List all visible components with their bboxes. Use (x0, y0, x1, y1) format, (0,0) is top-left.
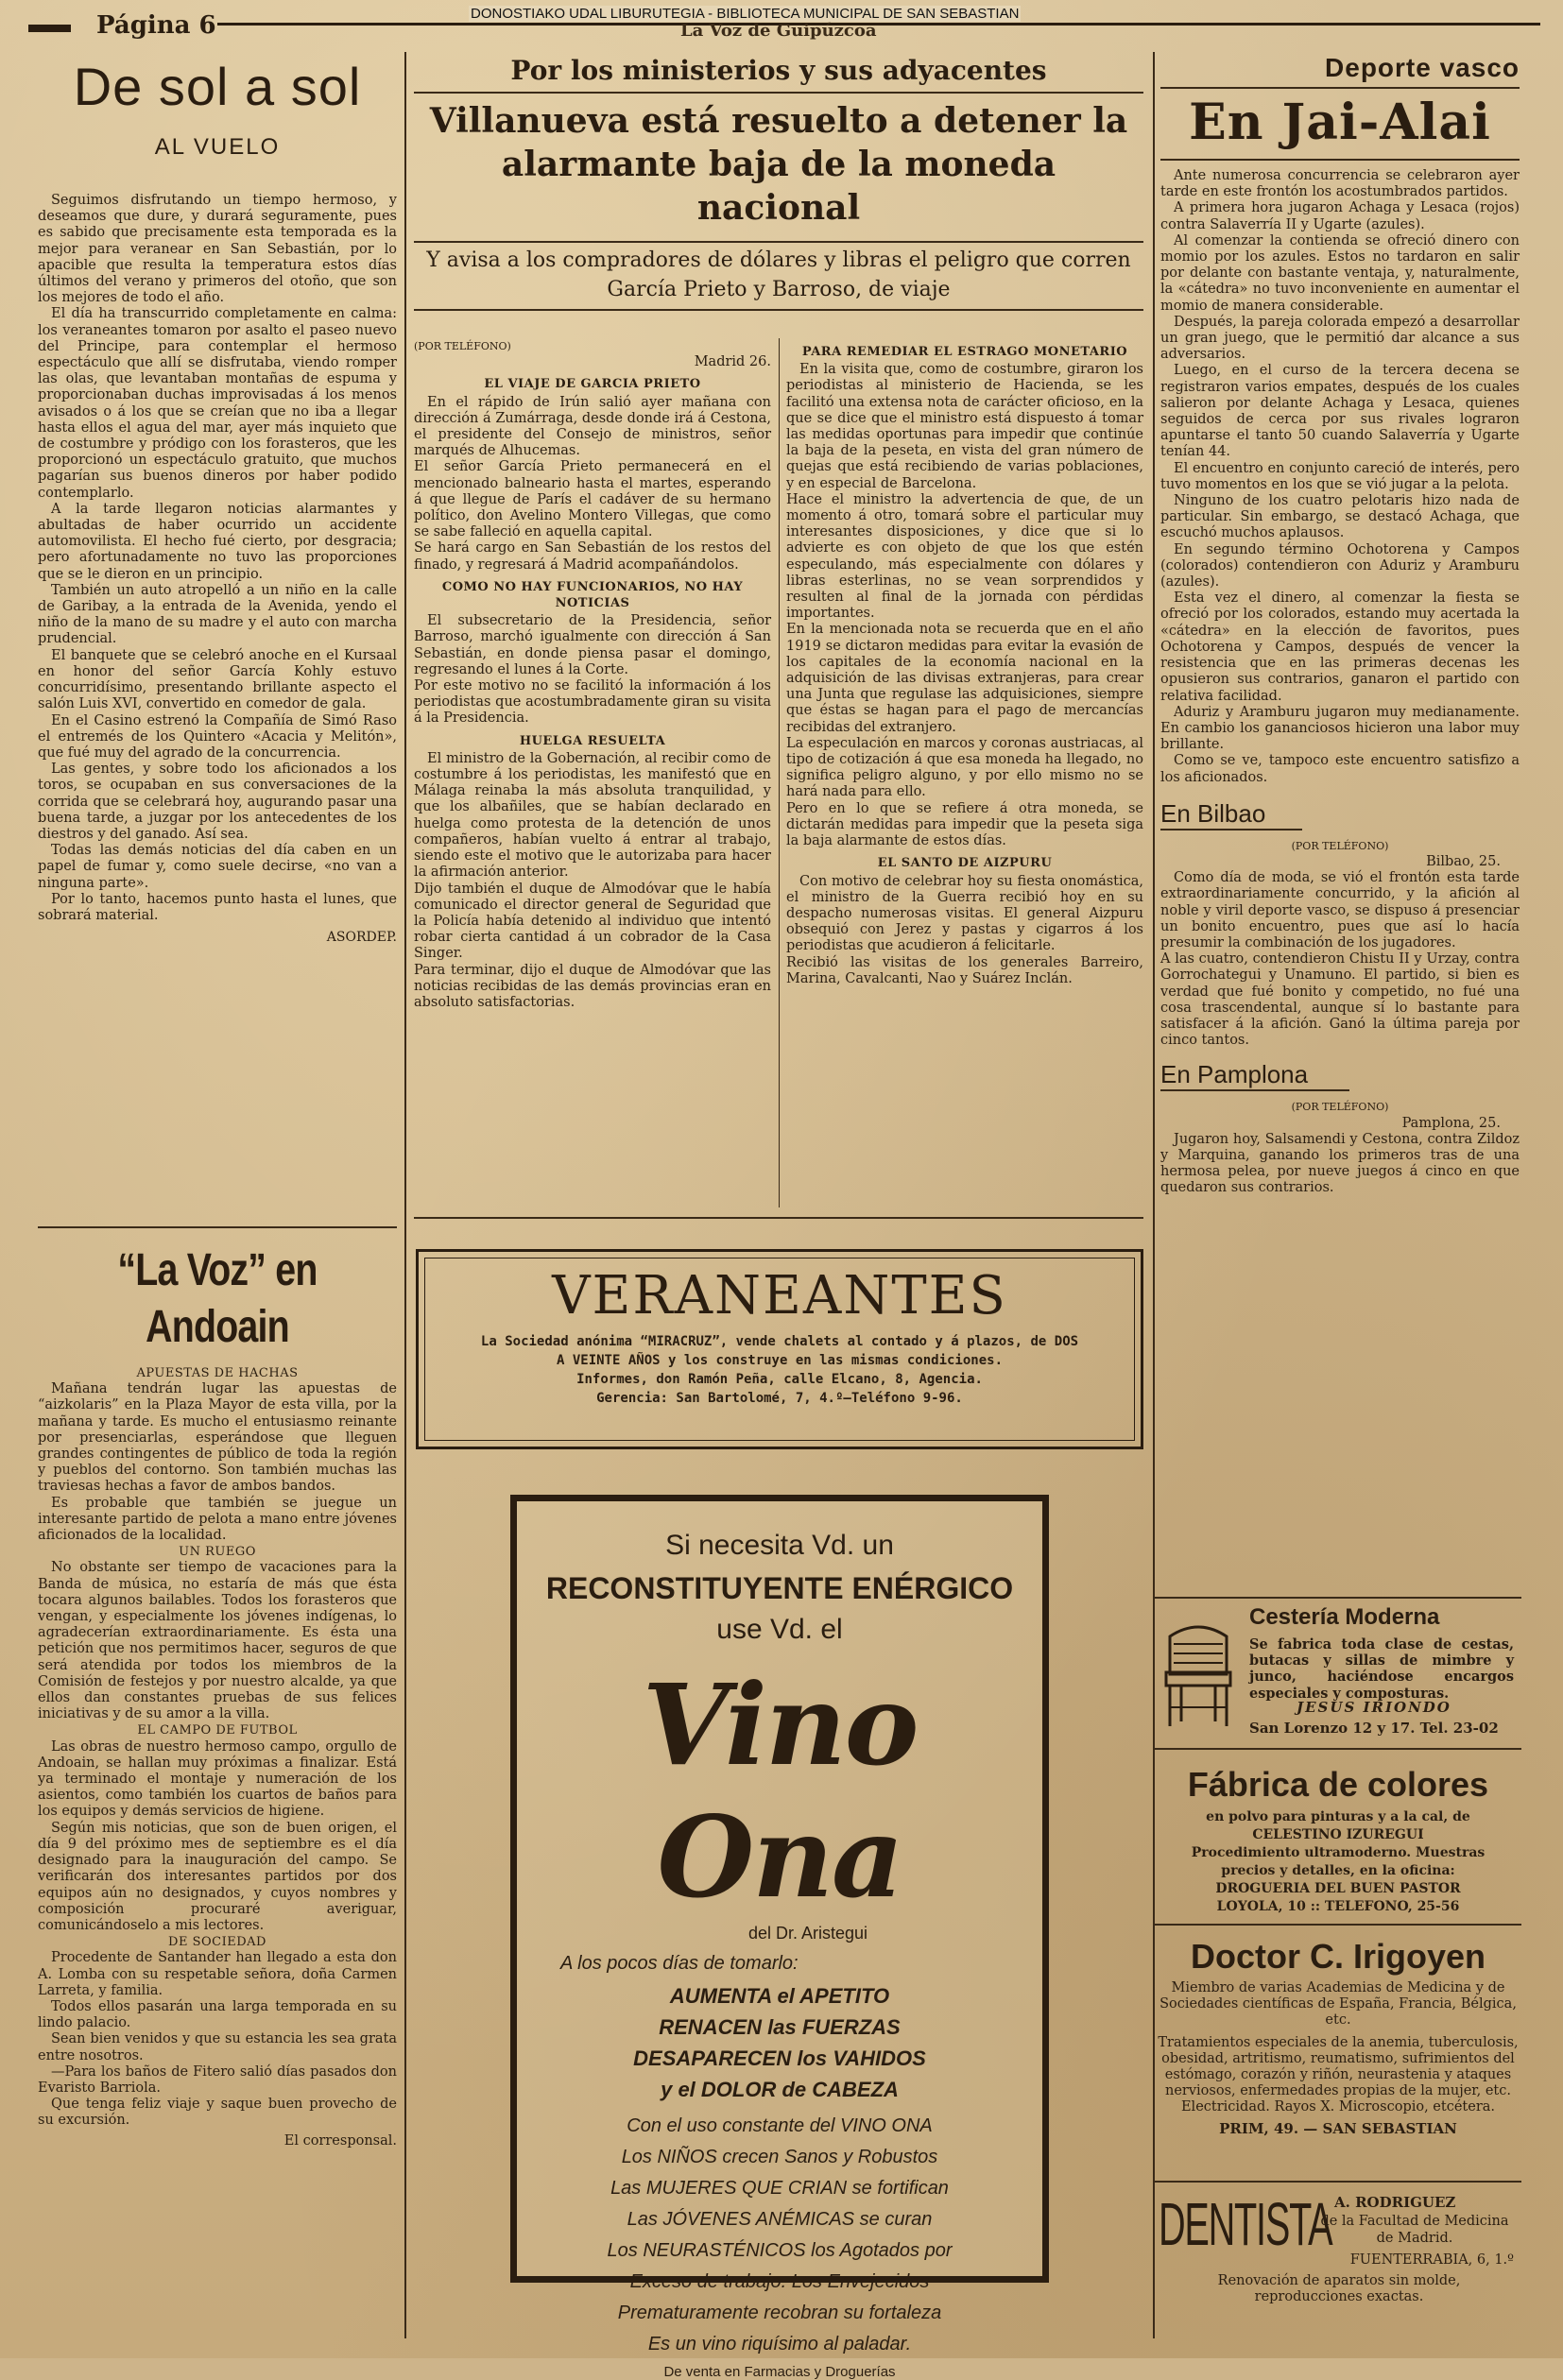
andoain-para: —Para los baños de Fitero salió días pasados don Evaristo Barriola. (38, 2063, 397, 2096)
paragraph: Después, la pareja colorada empezó a desarrollar un gran juego, que le permitió dar alcance a sus adversarios. (1160, 314, 1520, 363)
col3-body (1160, 168, 1520, 786)
center-inner-rule (779, 338, 780, 1207)
section-text: El subsecretario de la Presidencia, señor Barroso, marchó igualmente con dirección á San Sebastián, en donde piensa pasar el domingo, regresando el lunes á la Corte. Por este motivo no se facilitó la información á los periodistas que acostumbradamente giran su visita á la Presidencia. (414, 613, 771, 727)
vino-brand: Vino Ona (642, 1659, 918, 1923)
col3-title: En Jai-Alai (1189, 94, 1491, 151)
cesteria-text: Se fabrica toda clase de cestas, butacas y sillas de mimbre y junco, haciéndose encargos especiales y composturas. (1249, 1636, 1514, 1702)
subhead-rule (414, 309, 1143, 311)
col1-title: De sol a sol (73, 57, 362, 116)
bilbao-date: Bilbao, 25. (1426, 853, 1501, 869)
vino-benefits (517, 1980, 1042, 2105)
cesteria-rule-bottom (1155, 1748, 1521, 1750)
cesteria-title: Cestería Moderna (1249, 1604, 1440, 1630)
col3-section (1160, 53, 1520, 1197)
section-text: En el rápido de Irún salió ayer mañana con dirección á Zumárraga, desde donde irá á Cestona, el presidente del Consejo de ministros, señor marqués de Alhucemas. El señor García Prieto permanecerá en el mencionado balneario hasta el martes, esperando á que llegue de París el cadáver de su hermano político, don Avelino Montero Villegas, que como se sabe falleció en aquella capital. Se hará cargo en San Sebastián de los restos del finado, y regresará á Madrid acompañándolos. (414, 394, 771, 573)
colores-line: precios y detalles, en la oficina: (1221, 1863, 1455, 1878)
paragraph: Las gentes, y sobre todo los aficionados a los toros, se ocupaban en sus conversaciones de la corrida que se celebrará hoy, augurando pasar una buena tarde, a juzgar por los antecedentes de los diestros y del ganado. Así sea. (38, 762, 397, 842)
veraneantes-line-3: Informes, don Ramón Peña, calle Elcano, 8, Agencia. (576, 1372, 983, 1387)
andoain-para: Todos ellos pasarán una larga temporada en su lindo palacio. (38, 1998, 397, 2031)
dateline: Madrid 26. (694, 354, 771, 370)
bilbao-body (1160, 838, 1520, 1050)
bilbao-text: Como día de moda, se vió el frontón esta tarde extraordinariamente concurrido, y la afición al noble y viril deporte vasco, se dispuso á presenciar un bonito encuentro, pues que así lo hacía presumir la combinación de los jugadores. A las cuatro, contendieron Chistu II y Urzay, contra Gorrochategui y Unamuno. El partido, si bien es verdad que fué bonito y competido, no fué una cosa trascendental, aunque sí lo bastante para satisfacer á la afición. Ganó la última pareja por cinco tantos. (1160, 870, 1520, 1049)
andoain-para: Según mis noticias, que son de buen origen, el día 9 del próximo mes de septiembre es el día designado para la inauguración del campo. Se verificarán dos interesantes partidos por dos equipos aún no designados, y cuyos nombres y composición procuraré averiguar, comunicándoselo a mis lectores. (38, 1820, 397, 1933)
pamplona-head: En Pamplona (1160, 1060, 1309, 1089)
bilbao-head: En Bilbao (1160, 798, 1266, 828)
vino-intro: A los pocos días de tomarlo: (560, 1953, 799, 1974)
header-bar-left (28, 25, 71, 32)
colores-title: Fábrica de colores (1187, 1765, 1489, 1804)
paragraph: A la tarde llegaron noticias alarmantes y abultadas de haber ocurrido un accidente automovilista. El hecho fué cierto, por desgracia; pero afortunadamente no tuvo las proporciones que se le dieron en un principio. (38, 501, 397, 582)
paragraph: Ninguno de los cuatro pelotaris hizo nada de particular. Sin embargo, se destacó Achaga, que escuchó muchos aplausos. (1160, 493, 1520, 541)
veraneantes-line-4: Gerencia: San Bartolomé, 7, 4.º—Teléfono 9-96. (596, 1391, 963, 1406)
dateline-tag: (POR TELÉFONO) (414, 340, 511, 352)
dentista-l2: FUENTERRABIA, 6, 1.º (1349, 2252, 1514, 2268)
paragraph: A primera hora jugaron Achaga y Lesaca (rojos) contra Salaverría II y Ugarte (azules). (1160, 200, 1520, 232)
vino-line: Los NIÑOS crecen Sanos y Robustos (621, 2147, 938, 2167)
pamplona-text: Jugaron hoy, Salsamendi y Cestona, contra Zildoz y Marquina, ganando los primeros tras de una hermosa pelea, por nueve juegos á cinco en que quedaron sus contrarios. (1160, 1131, 1520, 1196)
vino-line: Exceso de trabajo. Los Envejecidos (629, 2271, 930, 2292)
center-rule (414, 1217, 1143, 1219)
paragraph: En el Casino estrenó la Compañía de Simó Raso el entremés de los Quintero «Acacia y Melitón», que fué muy del agrado de la concurrencia. (38, 712, 397, 761)
cesteria-rule-top (1155, 1597, 1521, 1599)
library-banner: DONOSTIAKO UDAL LIBURUTEGIA - BIBLIOTECA MUNICIPAL DE SAN SEBASTIAN (471, 6, 1020, 22)
vino-line: DESAPARECEN los VAHIDOS (633, 2046, 926, 2070)
andoain-para: Que tenga feliz viaje y saque buen provecho de su excursión. (38, 2097, 397, 2129)
paragraph: Esta vez el dinero, al comenzar la fiesta se ofreció por los colorados, estando muy acertada la «cátedra» en la elección de favoritos, pues Ochotorena y Campos, después de vencer la resistencia que en las primeras decenas les opusieron sus contrarios, ganaron el partido con relativa facilidad. (1160, 591, 1520, 704)
vino-sale: De venta en Farmacias y Droguerías (663, 2364, 896, 2380)
cesteria-name: JESUS IRIONDO (1297, 1699, 1451, 1716)
dentista-l3: Renovación de aparatos sin molde, reproducciones exactas. (1217, 2273, 1461, 2305)
colores-line: LOYOLA, 10 :: TELEFONO, 25-56 (1216, 1899, 1460, 1914)
vino-line: Con el uso constante del VINO ONA (627, 2115, 933, 2136)
cesteria-address: San Lorenzo 12 y 17. Tel. 23-02 (1249, 1720, 1499, 1737)
col1-section (38, 57, 397, 945)
andoain-title: “La Voz” en Andoain (117, 1245, 318, 1352)
andoain-head-4: DE SOCIEDAD (168, 1935, 266, 1950)
col1-subtitle: AL VUELO (154, 134, 281, 160)
center-subhead-2: García Prieto y Barroso, de viaje (607, 278, 951, 301)
col1-signature: ASORDEP. (326, 930, 397, 946)
colores-line: Procedimiento ultramoderno. Muestras (1191, 1845, 1486, 1860)
andoain-head-2: UN RUEGO (179, 1545, 256, 1560)
page-header (28, 8, 1540, 45)
wicker-chair-icon (1160, 1618, 1236, 1731)
irigoyen-text-3: Electricidad. Rayos X. Microscopio, etcétera. (1180, 2099, 1496, 2115)
andoain-para: Es probable que también se juegue un interesante partido de pelota a mano entre jóvenes aficionados de la localidad. (38, 1495, 397, 1544)
paragraph: El encuentro en conjunto careció de interés, pero tuvo momentos en los que se vió jugar a la pelota. (1160, 460, 1520, 492)
colores-rule (1155, 1924, 1521, 1926)
vino-by: del Dr. Aristegui (747, 1924, 868, 1943)
andoain-head-1: APUESTAS DE HACHAS (136, 1366, 299, 1380)
paragraph: Al comenzar la contienda se ofreció dinero con momio por los azules. Estos no tardaron en salir por delante con bastante ventaja, y, naturalmente, la «cátedra» no tuvo inconveniente en aumentar el momio de manera considerable. (1160, 232, 1520, 314)
paragraph: Seguimos disfrutando un tiempo hermoso, y deseamos que dure, y durará seguramente, pues es sabido que precisamente esta temporada es la mejor para veranear en San Sebastián, por lo apacible que resulta la temperatura estos días últimos del verano y primeros del otoño, que son los mejores de todo el año. (38, 193, 397, 306)
column-rule-1 (404, 52, 406, 2338)
veraneantes-line-2: A VEINTE AÑOS y los construye en las mismas condiciones. (556, 1353, 1003, 1368)
col3-title-rule (1160, 159, 1520, 161)
vino-ona-ad (510, 1495, 1049, 2380)
andoain-para: Mañana tendrán lugar las apuestas de “aizkolaris” en la Plaza Mayor de esta villa, por la mañana y tarde. Es mucho el entusiasmo reinante por presenciarlas, esperándose que lleguen grandes contingentes de público de toda la región y pueblos del contorno. Son también muchas las traviesas hechas a favor de ambos bandos. (38, 1381, 397, 1495)
center-right-column (786, 338, 1143, 987)
center-subhead: Y avisa a los compradores de dólares y libras el peligro que corren (426, 248, 1131, 272)
andoain-body (38, 1365, 397, 2149)
irigoyen-ad (1155, 1937, 1521, 2183)
center-headline: Villanueva está resuelto a detener la alarmante baja de la moneda nacional (429, 101, 1128, 228)
center-article (414, 55, 1143, 1010)
irigoyen-text: Miembro de varias Academias de Medicina y de Sociedades científicas de España, Francia, Bélgica, etc. (1159, 1980, 1517, 2029)
pamplona-date: Pamplona, 25. (1401, 1115, 1501, 1131)
kicker-rule (414, 92, 1143, 94)
pamplona-body (1160, 1099, 1520, 1196)
colores-line: DROGUERIA DEL BUEN PASTOR (1215, 1881, 1461, 1896)
cesteria-ad (1155, 1597, 1521, 1753)
section-text: El ministro de la Gobernación, al recibir como de costumbre á los periodistas, les manifestó que en Málaga reinaba la más absoluta tranquilidad, y que los albañiles, que se habían declarado en huelga como protesta de la detención de unos compañeros, habían vuelto á entrar al trabajo, siendo este el motivo que le autorizaba para hacer la afirmación anterior. Dijo también el duque de Almodóvar que le había comunicado el director general de Seguridad que la Policía había detenido al individuo que intentó robar cierta cantidad á un cobrador de la Casa Singer. Para terminar, dijo el duque de Almodóvar que las noticias recibidas de las demás provincias eran en absoluto satisfactorias. (414, 750, 771, 1010)
irigoyen-title: Doctor C. Irigoyen (1190, 1937, 1486, 1976)
paragraph: En segundo término Ochotorena y Campos (colorados) contendieron con Aduriz y Aramburu (azules). (1160, 541, 1520, 591)
section-text: Con motivo de celebrar hoy su fiesta onomástica, el ministro de la Guerra recibió hoy en su despacho numerosas visitas. El general Aizpuru obsequió con Jerez y pastas y cigarros á los periodistas que acudieron á felicitarle. Recibió las visitas de los generales Barreiro, Marina, Cavalcanti, Nao y Suárez Inclán. (786, 873, 1143, 986)
colores-ad (1155, 1765, 1521, 1926)
andoain-signature: El corresponsal. (283, 2132, 397, 2149)
col3-kicker-rule (1160, 87, 1520, 89)
paragraph: Por lo tanto, hacemos punto hasta el lunes, que sobrará material. (38, 891, 397, 923)
irigoyen-address: PRIM, 49. — SAN SEBASTIAN (1219, 2119, 1457, 2137)
dentista-l1: de la Facultad de Medicina de Madrid. (1320, 2214, 1509, 2246)
veraneantes-line-1: La Sociedad anónima “MIRACRUZ”, vende chalets al contado y á plazos, de DOS (480, 1334, 1079, 1349)
vino-line: Es un vino riquísimo al paladar. (647, 2334, 912, 2354)
paragraph: El día ha transcurrido completamente en calma: los veraneantes tomaron por asalto el paseo nuevo del Principe, para contemplar el hermoso espectáculo que allí se disfrutaba, viendo romper las olas, que levantaban montañas de espuma y proporcionaban duchas improvisadas á los menos avisados o á los que se creían que no iba a llegar hasta ellos el agua del mar, ayer más inquieto que de costumbre y pródigo con los forasteros, que les proporcionó un espectáculo gratuito, que muchos pagarían sus buenos dineros por haber podido contemplarlo. (38, 306, 397, 501)
andoain-para: Las obras de nuestro hermoso campo, orgullo de Andoain, se hallan muy próximas a finalizar. Está ya terminado el montaje y numeración de los asientos, como también los cuartos de baños para los equipos y demás servicios de higiene. (38, 1738, 397, 1820)
colores-line: CELESTINO IZUREGUI (1252, 1827, 1424, 1842)
andoain-para: Sean bien venidos y que su estancia les sea grata entre nosotros. (38, 2031, 397, 2063)
paragraph: Luego, en el curso de la tercera decena se registraron varios empates, después de los cuales salieron por delante Achaga y Lesaca, quienes seguidos de cerca por sus rivales lograron apuntarse el tanto 50 cuando Salaverría y Ugarte tenían 44. (1160, 363, 1520, 460)
col1-body (38, 193, 397, 924)
dentista-name: A. RODRIGUEZ (1334, 2194, 1456, 2211)
veraneantes-title: VERANEANTES (552, 1265, 1007, 1327)
header-rule (217, 23, 1540, 26)
andoain-section (38, 1242, 397, 2149)
vino-line: y el DOLOR de CABEZA (661, 2078, 899, 2101)
center-left-column (414, 338, 771, 1011)
paragraph: El banquete que se celebró anoche en el Kursaal en honor del señor García Kohly estuvo concurridísimo, presentando brillante aspecto el salón Luis XVI, convertido en comedor de gala. (38, 647, 397, 712)
headline-rule (414, 241, 1143, 243)
vino-l3: use Vd. el (716, 1614, 843, 1645)
vino-line: Las JÓVENES ANÉMICAS se curan (627, 2209, 933, 2230)
paragraph: También un auto atropelló a un niño en la calle de Garibay, a la entrada de la Avenida, yendo el niño de la mano de su madre y el auto con marcha prudencial. (38, 582, 397, 647)
masthead: La Voz de Guipúzcoa (680, 21, 877, 41)
veraneantes-ad (416, 1249, 1143, 1449)
irigoyen-text-2: Tratamientos especiales de la anemia, tuberculosis, obesidad, artritismo, reumatismo, sufrimientos del estómago, corazón y riñón, neurastenia y ataques nerviosos, enfermedades propias de la mujer, etc. (1158, 2034, 1519, 2099)
pamplona-tag: (POR TELÉFONO) (1291, 1101, 1389, 1114)
vino-line: AUMENTA el APETITO (669, 1984, 890, 2008)
paragraph: Todas las demás noticias del día caben en un papel de fumar y, como suele decirse, «no van a ninguna parte». (38, 843, 397, 891)
paragraph: Ante numerosa concurrencia se celebraron ayer tarde en este frontón los acostumbrados partidos. (1160, 168, 1520, 200)
vino-line: Prematuramente recobran su fortaleza (617, 2303, 942, 2323)
bilbao-rule (1160, 829, 1302, 830)
colores-line: en polvo para pinturas y a la cal, de (1206, 1809, 1470, 1824)
irigoyen-rule (1155, 2181, 1521, 2183)
bilbao-tag: (POR TELÉFONO) (1291, 839, 1389, 852)
center-kicker: Por los ministerios y sus adyacentes (510, 55, 1047, 86)
vino-line: Las MUJERES QUE CRIAN se fortifican (610, 2178, 949, 2199)
page-label: Página 6 (96, 11, 216, 40)
andoain-para: No obstante ser tiempo de vacaciones para la Banda de música, no estaría de más que ésta tocara algunos bailables. Todos los forasteros que vengan, y especialmente los jóvenes indígenas, lo agradecerían extraordinariamente. Es ésta una petición que nos permitimos hacer, seguros de que será atendida por todos los miembros de la Comisión de festejos y por nuestro alcalde, ya que ellos dan constantes pruebas de sus felices iniciativas y de su amor a la villa. (38, 1560, 397, 1722)
vino-l1: Si necesita Vd. un (665, 1530, 894, 1561)
col3-kicker: Deporte vasco (1325, 53, 1520, 82)
vino-line: Los NEURASTÉNICOS los Agotados por (607, 2240, 953, 2261)
vino-line: RENACEN las FUERZAS (659, 2015, 901, 2039)
vino-l2: RECONSTITUYENTE ENÉRGICO (545, 1571, 1014, 1605)
section-heading: PARA REMEDIAR EL ESTRAGO MONETARIO (801, 345, 1128, 359)
paragraph: Aduriz y Aramburu jugaron muy medianamente. En cambio los gananciosos hicieron una labor muy brillante. (1160, 704, 1520, 753)
section-heading: COMO NO HAY FUNCIONARIOS, NO HAY NOTICIAS (441, 579, 744, 611)
pamplona-rule (1160, 1089, 1349, 1091)
dentista-big: DENTISTA (1159, 2190, 1332, 2258)
section-heading: EL VIAJE DE GARCIA PRIETO (484, 377, 701, 392)
section-heading: HUELGA RESUELTA (519, 733, 666, 748)
section-heading: EL SANTO DE AIZPURU (877, 856, 1053, 871)
section-text: En la visita que, como de costumbre, giraron los periodistas al ministerio de Hacienda, se les facilitó una extensa nota de carácter oficioso, en la que se dice que el ministro está dispuesto á tomar las medidas oportunas para impedir que continúe la baja de la peseta, en vista del gran número de quejas que está recibiendo de varias poblaciones, y en especial de Barcelona. Hace el ministro la advertencia de que, de un momento á otro, tomará sobre el particular muy interesantes disposiciones, y dice que si lo advierte es con objeto de que los que estén especulando, más especialmente con dólares y libras esterlinas, no se vean sorprendidos y resulten al final de la jornada con pérdidas importantes. En la mencionada nota se recuerda que en el año 1919 se dictaron medidas para evitar la evasión de los capitales de la economía nacional en la adquisición de las divisas extranjeras, para crear una Junta que regulase las adquisiciones, siempre que éstas se hagan para el pago de mercancías recibidas del extranjero. La especulación en marcos y coronas austriacas, al tipo de cotización á que esa moneda ha llegado, no significa peligro alguno, y por ello mismo no se hará nada para ello. Pero en lo que se refiere á otra moneda, se dictarán medidas para impedir que la peseta siga la baja alarmante de estos días. (786, 362, 1143, 849)
andoain-para: Procedente de Santander han llegado a esta don A. Lomba con su respetable señora, doña Carmen Larreta, y familia. (38, 1950, 397, 1998)
dentista-ad (1155, 2190, 1521, 2322)
vino-uses (517, 2111, 1042, 2360)
paragraph: Como se ve, tampoco este encuentro satisfizo a los aficionados. (1160, 753, 1520, 785)
andoain-head-3: EL CAMPO DE FUTBOL (137, 1723, 298, 1738)
col1-rule (38, 1226, 397, 1228)
